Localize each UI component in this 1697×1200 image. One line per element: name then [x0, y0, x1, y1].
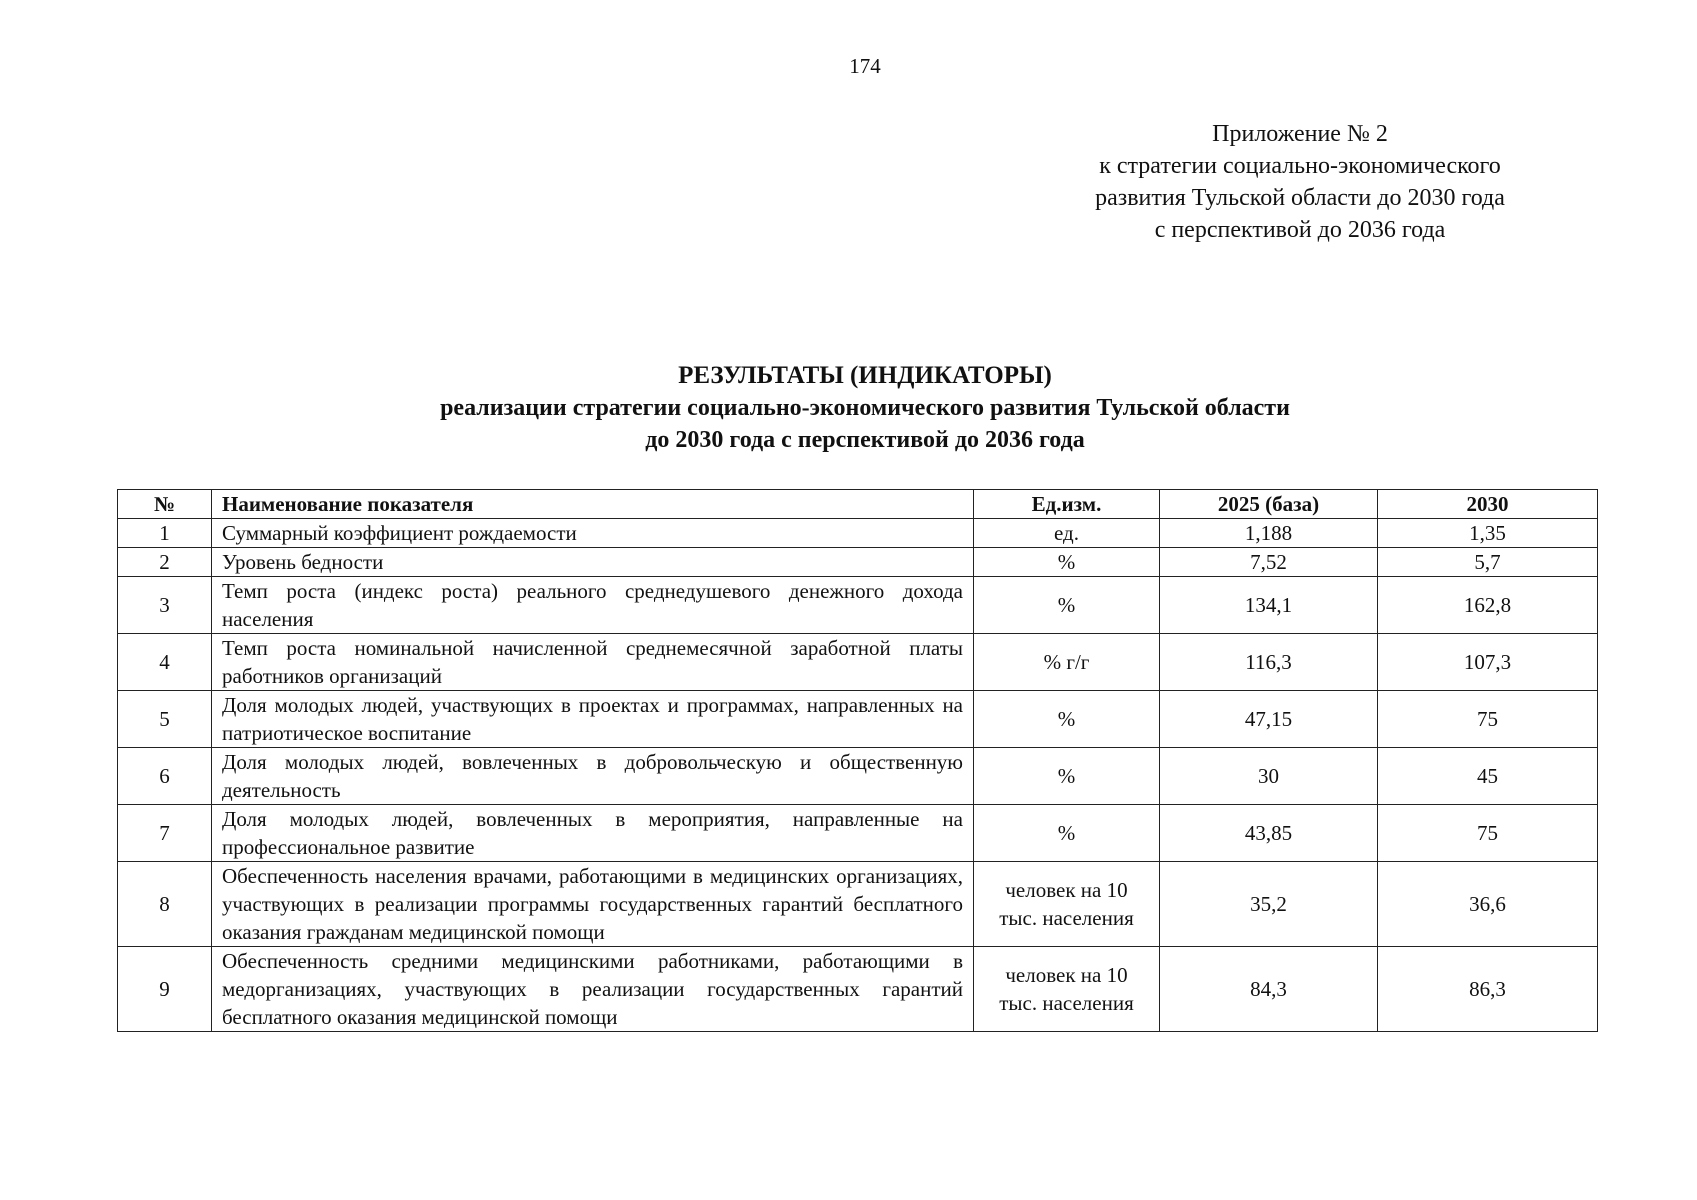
header-name: Наименование показателя	[212, 490, 974, 519]
row-target: 107,3	[1378, 634, 1598, 691]
row-target: 1,35	[1378, 519, 1598, 548]
title-line-3: до 2030 года с перспективой до 2036 года	[645, 427, 1085, 453]
row-unit: %	[974, 748, 1160, 805]
table-row	[118, 519, 1598, 548]
title-line-1: РЕЗУЛЬТАТЫ (ИНДИКАТОРЫ)	[678, 362, 1052, 389]
row-unit: %	[974, 548, 1160, 577]
header-base: 2025 (база)	[1160, 490, 1378, 519]
row-base: 7,52	[1160, 548, 1378, 577]
row-base: 134,1	[1160, 577, 1378, 634]
appendix-line-4: с перспективой до 2036 года	[1154, 217, 1446, 243]
indicators-table	[117, 489, 1598, 1032]
appendix-line-1: Приложение № 2	[1212, 121, 1388, 147]
row-base: 1,188	[1160, 519, 1378, 548]
row-name: Доля молодых людей, участвующих в проектах и программах, направленных на патриотическое воспитание	[212, 691, 974, 748]
row-name: Уровень бедности	[212, 548, 974, 577]
row-num: 4	[118, 634, 212, 691]
row-target: 36,6	[1378, 862, 1598, 947]
row-unit: % г/г	[974, 634, 1160, 691]
table-row	[118, 748, 1598, 805]
page-number: 174	[849, 54, 881, 78]
row-unit: человек на 10 тыс. населения	[974, 862, 1160, 947]
row-num: 3	[118, 577, 212, 634]
header-unit: Ед.изм.	[974, 490, 1160, 519]
row-num: 6	[118, 748, 212, 805]
row-name: Суммарный коэффициент рождаемости	[212, 519, 974, 548]
row-target: 75	[1378, 805, 1598, 862]
table-row	[118, 577, 1598, 634]
row-num: 5	[118, 691, 212, 748]
header-num: №	[118, 490, 212, 519]
row-target: 162,8	[1378, 577, 1598, 634]
row-num: 9	[118, 947, 212, 1032]
row-target: 86,3	[1378, 947, 1598, 1032]
row-num: 8	[118, 862, 212, 947]
row-target: 5,7	[1378, 548, 1598, 577]
title-line-2: реализации стратегии социально-экономического развития Тульской области	[440, 395, 1290, 421]
row-unit: человек на 10 тыс. населения	[974, 947, 1160, 1032]
table-header-row	[118, 490, 1598, 519]
appendix-note	[1040, 118, 1560, 246]
row-num: 7	[118, 805, 212, 862]
appendix-line-2: к стратегии социально-экономического	[1099, 153, 1501, 179]
table-row	[118, 805, 1598, 862]
table-row	[118, 691, 1598, 748]
row-name: Доля молодых людей, вовлеченных в мероприятия, направленные на профессиональное развитие	[212, 805, 974, 862]
document-title	[0, 360, 1697, 456]
row-name: Темп роста номинальной начисленной среднемесячной заработной платы работников организаций	[212, 634, 974, 691]
header-target: 2030	[1378, 490, 1598, 519]
row-base: 30	[1160, 748, 1378, 805]
appendix-line-3: развития Тульской области до 2030 года	[1095, 185, 1505, 211]
row-base: 35,2	[1160, 862, 1378, 947]
row-target: 75	[1378, 691, 1598, 748]
row-base: 43,85	[1160, 805, 1378, 862]
row-name: Темп роста (индекс роста) реального среднедушевого денежного дохода населения	[212, 577, 974, 634]
table-row	[118, 862, 1598, 947]
row-unit: %	[974, 805, 1160, 862]
row-target: 45	[1378, 748, 1598, 805]
row-unit: %	[974, 691, 1160, 748]
row-name: Доля молодых людей, вовлеченных в добровольческую и общественную деятельность	[212, 748, 974, 805]
table-row	[118, 947, 1598, 1032]
row-num: 1	[118, 519, 212, 548]
row-base: 116,3	[1160, 634, 1378, 691]
table-row	[118, 548, 1598, 577]
row-unit: ед.	[974, 519, 1160, 548]
row-unit: %	[974, 577, 1160, 634]
row-name: Обеспеченность населения врачами, работающими в медицинских организациях, участвующих в реализации программы государственных гарантий бесплатного оказания гражданам медицинской помощи	[212, 862, 974, 947]
row-name: Обеспеченность средними медицинскими работниками, работающими в медорганизациях, участвующих в реализации государственных гарантий бесплатного оказания медицинской помощи	[212, 947, 974, 1032]
row-num: 2	[118, 548, 212, 577]
table-row	[118, 634, 1598, 691]
row-base: 84,3	[1160, 947, 1378, 1032]
row-base: 47,15	[1160, 691, 1378, 748]
